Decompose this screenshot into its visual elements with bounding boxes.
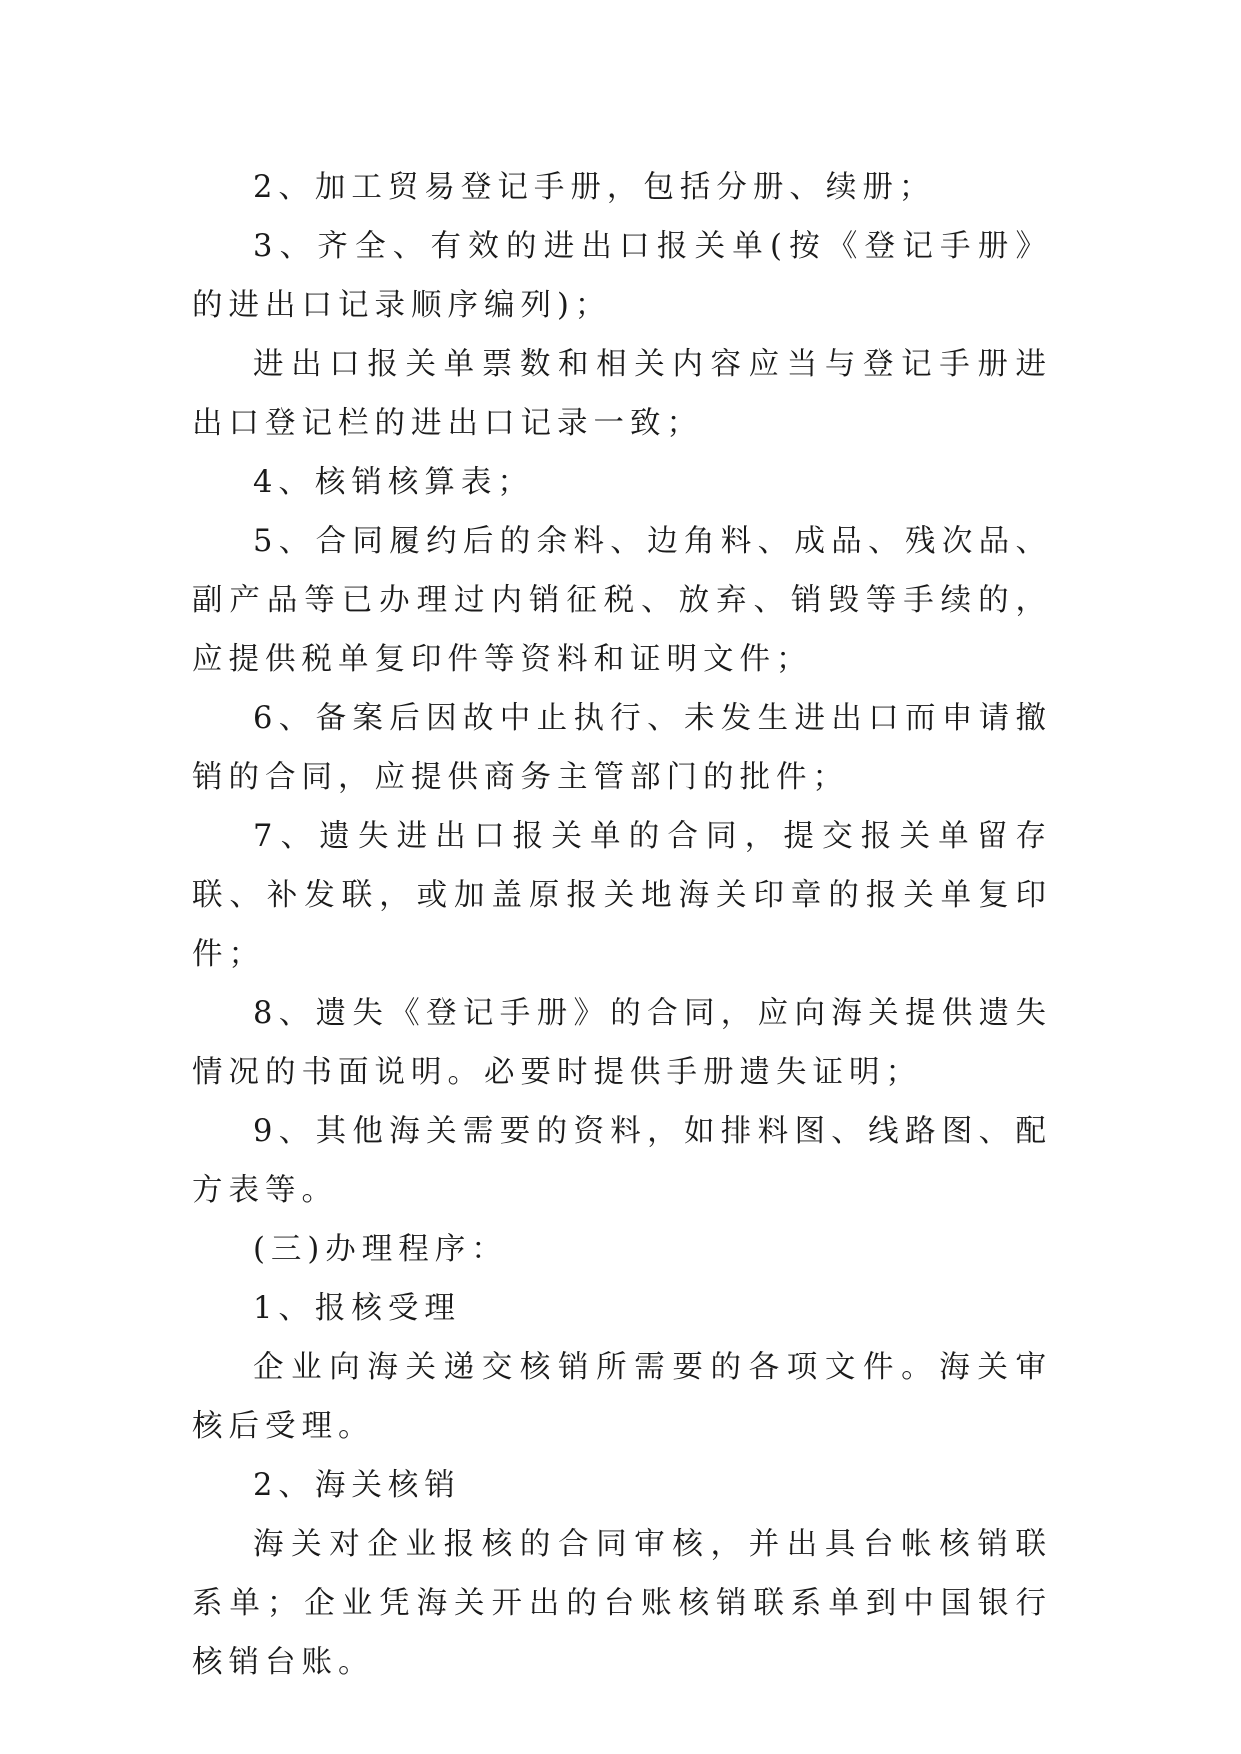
list-item-lost-declaration: 7、遗失进出口报关单的合同，提交报关单留存联、补发联，或加盖原报关地海关印章的报关单复印件； <box>192 819 1052 972</box>
step-heading-acceptance: 1、报核受理 <box>253 1291 461 1326</box>
document-body <box>192 158 1052 1692</box>
list-item-handbook: 2、加工贸易登记手册，包括分册、续册； <box>253 170 936 205</box>
paragraph-declaration-consistency: 进出口报关单票数和相关内容应当与登记手册进出口登记栏的进出口记录一致； <box>192 347 1052 441</box>
step-heading-customs-verification: 2、海关核销 <box>253 1468 461 1503</box>
list-item-declaration-forms: 3、齐全、有效的进出口报关单(按《登记手册》的进出口记录顺序编列)； <box>192 229 1052 323</box>
list-item-contract-cancellation: 6、备案后因故中止执行、未发生进出口而申请撤销的合同，应提供商务主管部门的批件； <box>192 701 1052 795</box>
list-item-surplus-materials: 5、合同履约后的余料、边角料、成品、残次品、副产品等已办理过内销征税、放弃、销毁等手续的，应提供税单复印件等资料和证明文件； <box>192 524 1052 677</box>
list-item-other-materials: 9、其他海关需要的资料，如排料图、线路图、配方表等。 <box>192 1114 1052 1208</box>
paragraph-acceptance: 企业向海关递交核销所需要的各项文件。海关审核后受理。 <box>192 1350 1052 1444</box>
section-heading-procedure: (三)办理程序： <box>253 1232 508 1267</box>
list-item-lost-handbook: 8、遗失《登记手册》的合同，应向海关提供遗失情况的书面说明。必要时提供手册遗失证明； <box>192 996 1052 1090</box>
list-item-verification-table: 4、核销核算表； <box>253 465 534 500</box>
paragraph-customs-verification: 海关对企业报核的合同审核，并出具台帐核销联系单；企业凭海关开出的台账核销联系单到中国银行核销台账。 <box>192 1527 1052 1680</box>
